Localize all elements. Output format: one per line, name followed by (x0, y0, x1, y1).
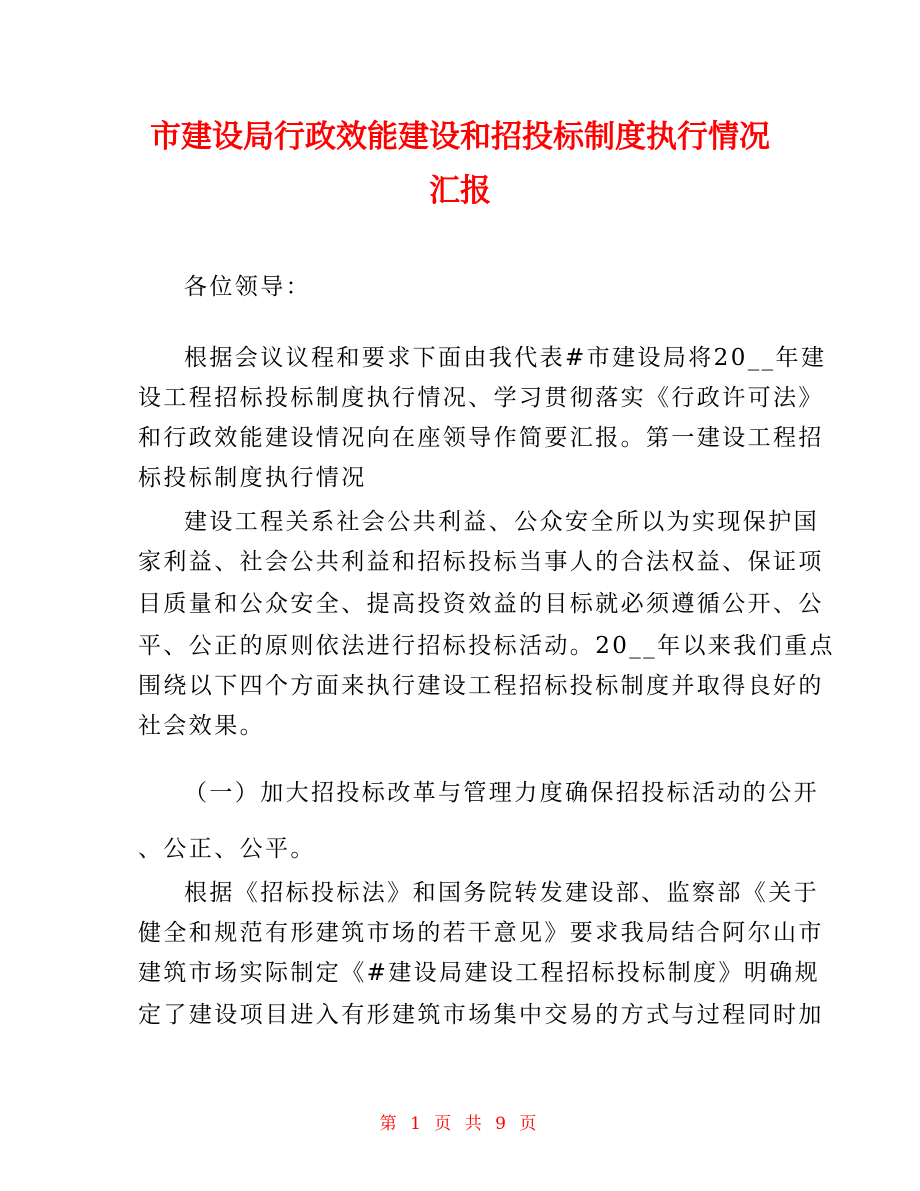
page-number-footer: 第 1 页 共 9 页 (379, 1114, 541, 1134)
paragraph-line: 围绕以下四个方面来执行建设工程招标投标制度并取得良好的 (138, 673, 824, 699)
paragraph-line: 建筑市场实际制定《#建设局建设工程招标投标制度》明确规 (138, 960, 821, 986)
document-title-continued: 汇报 (429, 173, 491, 209)
paragraph-line: 定了建设项目进入有形建筑市场集中交易的方式与过程同时加 (138, 1002, 824, 1028)
paragraph-line: 平、公正的原则依法进行招标投标活动。20__年以来我们重点 (138, 633, 835, 659)
section-heading: （一）加大招投标改革与管理力度确保招投标活动的公开 (184, 780, 819, 806)
paragraph-line: 建设工程关系社会公共利益、公众安全所以为实现保护国 (184, 509, 819, 535)
salutation: 各位领导： (184, 274, 311, 300)
paragraph-line: 根据《招标投标法》和国务院转发建设部、监察部《关于 (184, 880, 819, 906)
paragraph-line: 社会效果。 (138, 713, 265, 739)
paragraph-line: 设工程招标投标制度执行情况、学习贯彻落实《行政许可法》 (138, 385, 824, 411)
section-heading-continued: 、公正、公平。 (138, 836, 316, 862)
paragraph-line: 标投标制度执行情况 (138, 465, 367, 491)
paragraph-line: 目质量和公众安全、提高投资效益的目标就必须遵循公开、公 (138, 591, 824, 617)
paragraph-line: 根据会议议程和要求下面由我代表#市建设局将20__年建 (184, 345, 827, 371)
document-title: 市建设局行政效能建设和招投标制度执行情况 (150, 119, 770, 155)
paragraph-line: 和行政效能建设情况向在座领导作简要汇报。第一建设工程招 (138, 425, 824, 451)
paragraph-line: 家利益、社会公共利益和招标投标当事人的合法权益、保证项 (138, 549, 824, 575)
paragraph-line: 健全和规范有形建筑市场的若干意见》要求我局结合阿尔山市 (138, 920, 824, 946)
